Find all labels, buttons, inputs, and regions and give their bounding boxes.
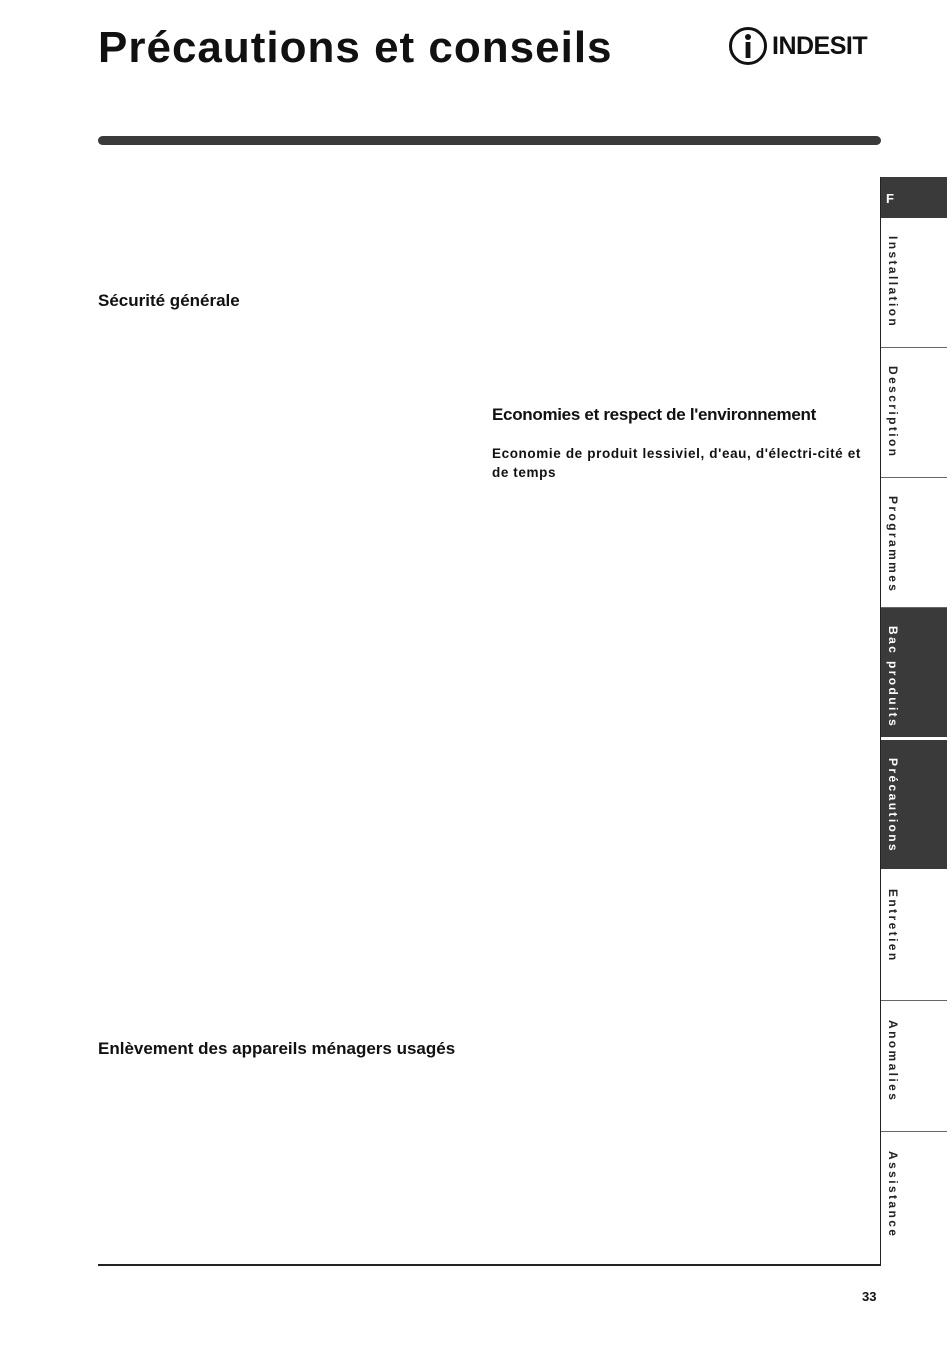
- subheading-savings: Economie de produit lessiviel, d'eau, d'électri-cité et de temps: [492, 446, 861, 480]
- tab-entretien[interactable]: [881, 871, 947, 1001]
- tab-label: Programmes: [886, 496, 900, 594]
- tab-label: Assistance: [886, 1151, 900, 1239]
- tab-label: Entretien: [886, 889, 900, 963]
- language-tab: [881, 177, 947, 218]
- tab-label: Bac produits: [886, 626, 900, 729]
- info-i-icon: [728, 26, 768, 66]
- tab-precautions[interactable]: [881, 740, 947, 870]
- tab-assistance[interactable]: [881, 1133, 947, 1266]
- brand-logo: [728, 26, 867, 66]
- language-code: F: [886, 191, 894, 206]
- brand-name: INDESIT: [772, 32, 868, 60]
- header-rule: [98, 136, 881, 145]
- section-heading-environment: Economies et respect de l'environnement: [492, 405, 816, 424]
- tab-label: Installation: [886, 236, 900, 329]
- tab-installation[interactable]: [881, 218, 947, 348]
- tab-label: Précautions: [886, 758, 900, 854]
- footer-rule: [98, 1264, 881, 1266]
- side-tab-index: [880, 177, 947, 1266]
- tab-description[interactable]: [881, 348, 947, 478]
- section-heading-disposal: Enlèvement des appareils ménagers usagés: [98, 1039, 456, 1058]
- tab-anomalies[interactable]: [881, 1002, 947, 1132]
- section-heading-general-safety: Sécurité générale: [98, 291, 240, 310]
- tab-bac-produits[interactable]: [881, 608, 947, 738]
- page-title: Précautions et conseils: [98, 23, 613, 72]
- tab-label: Description: [886, 366, 900, 459]
- tab-programmes[interactable]: [881, 478, 947, 608]
- page-number: 33: [862, 1289, 877, 1304]
- tab-label: Anomalies: [886, 1020, 900, 1103]
